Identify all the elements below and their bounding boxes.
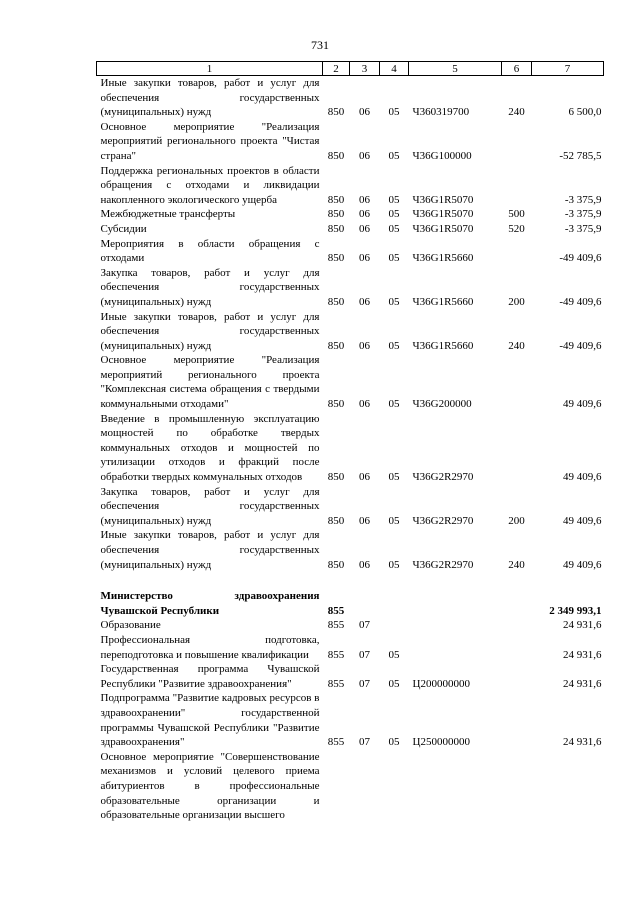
table-row — [97, 353, 604, 411]
table-row — [97, 222, 604, 237]
table-body — [97, 76, 604, 823]
header-col-6: 6 — [502, 62, 532, 76]
row-amount — [532, 750, 604, 823]
table-row — [97, 485, 604, 529]
row-name: Закупка товаров, работ и услуг для обеспечения государственных (муниципальных) нужд — [100, 266, 320, 308]
header-col-2: 2 — [323, 62, 350, 76]
row-ministry-code: 850 — [327, 514, 345, 527]
row-section: 06 — [359, 471, 370, 484]
table-row — [97, 528, 604, 572]
row-amount: -3 375,9 — [564, 208, 602, 221]
row-expense-type — [502, 691, 532, 749]
row-ministry-code: 850 — [327, 295, 345, 308]
budget-table — [96, 61, 604, 823]
row-target-item: Ч36G1R5660 — [412, 295, 474, 308]
row-expense-type — [502, 412, 532, 485]
row-name: Иные закупки товаров, работ и услуг для обеспечения государственных (муниципальных) нужд — [100, 529, 320, 571]
table-row — [97, 691, 604, 749]
table-row — [97, 266, 604, 310]
row-target-item: Ч36G2R2970 — [412, 514, 474, 527]
table-row — [97, 633, 604, 662]
row-target-item — [409, 633, 502, 662]
row-target-item: Ч36G200000 — [412, 398, 472, 411]
page-number: 731 — [311, 38, 329, 52]
row-expense-type — [502, 164, 532, 208]
row-target-item: Ч36G1R5070 — [412, 208, 474, 221]
row-target-item: Ч36G1R5070 — [412, 222, 474, 235]
row-section: 06 — [359, 193, 370, 206]
row-expense-type — [502, 618, 532, 633]
row-expense-type — [502, 353, 532, 411]
header-col-4: 4 — [380, 62, 409, 76]
row-name: Иные закупки товаров, работ и услуг для обеспечения государственных (муниципальных) нужд — [100, 77, 320, 119]
table-row — [97, 207, 604, 222]
row-section: 06 — [359, 106, 370, 119]
header-col-7: 7 — [532, 62, 604, 76]
header-col-1: 1 — [97, 62, 323, 76]
row-amount: 6 500,0 — [568, 106, 602, 119]
row-subsection: 05 — [388, 149, 400, 162]
row-ministry-code: 850 — [327, 193, 345, 206]
row-target-item — [409, 589, 502, 618]
row-expense-type — [502, 750, 532, 823]
table-row — [97, 589, 604, 618]
row-name: Поддержка региональных проектов в области обращения с отходами и ликвидации накопленного экологического ущерба — [100, 164, 320, 206]
row-expense-type: 520 — [508, 222, 525, 235]
row-subsection: 05 — [388, 558, 400, 571]
row-ministry-code: 850 — [327, 149, 345, 162]
row-section: 07 — [359, 619, 370, 632]
row-ministry-code — [323, 750, 350, 823]
row-name: Основное мероприятие "Реализация мероприятий регионального проекта "Чистая страна" — [100, 120, 320, 162]
row-amount: 49 409,6 — [563, 471, 602, 484]
table-header — [97, 62, 604, 76]
row-section: 06 — [359, 252, 370, 265]
row-name: Министерство здравоохранения Чувашской Республики — [100, 590, 320, 617]
row-subsection — [380, 750, 409, 823]
row-section: 06 — [359, 398, 370, 411]
row-name: Основное мероприятие "Совершенствование механизмов и условий целевого приема абитуриентов в профессиональные образовательные организации и образовательные организации высшего — [100, 750, 320, 822]
row-ministry-code: 850 — [327, 398, 345, 411]
row-name: Мероприятия в области обращения с отходами — [100, 237, 320, 265]
row-subsection: 05 — [388, 398, 400, 411]
header-col-3: 3 — [350, 62, 380, 76]
row-target-item: Ц200000000 — [412, 677, 470, 690]
row-ministry-code: 855 — [327, 648, 345, 661]
row-expense-type — [502, 237, 532, 266]
row-ministry-code: 850 — [327, 222, 345, 235]
row-amount: 49 409,6 — [563, 514, 602, 527]
row-section — [350, 589, 380, 618]
table-row — [97, 618, 604, 633]
row-expense-type: 500 — [508, 208, 525, 221]
row-section: 06 — [359, 222, 370, 235]
row-name: Профессиональная подготовка, переподготовка и повышение квалификации — [100, 633, 320, 661]
row-subsection: 05 — [388, 295, 400, 308]
row-target-item: Ч36G1R5660 — [412, 339, 474, 352]
row-amount: -49 409,6 — [559, 252, 602, 265]
header-col-5: 5 — [409, 62, 502, 76]
row-subsection — [380, 618, 409, 633]
row-expense-type — [502, 633, 532, 662]
row-target-item — [409, 618, 502, 633]
row-name: Государственная программа Чувашской Республики "Развитие здравоохранения" — [100, 663, 320, 690]
spacer-row — [97, 572, 604, 589]
row-subsection: 05 — [388, 222, 400, 235]
row-amount: 24 931,6 — [563, 677, 602, 690]
row-ministry-code: 850 — [327, 339, 345, 352]
row-target-item: Ч36G1R5660 — [412, 252, 474, 265]
row-section: 06 — [359, 149, 370, 162]
row-name: Подпрограмма "Развитие кадровых ресурсов в здравоохранении" государственной программы Чувашской Республики "Развитие здравоохранения" — [100, 692, 320, 749]
row-subsection: 05 — [388, 648, 400, 661]
row-target-item: Ч36G2R2970 — [412, 558, 474, 571]
row-amount: -49 409,6 — [559, 295, 602, 308]
table-row — [97, 412, 604, 485]
row-amount: 24 931,6 — [563, 619, 602, 632]
row-name: Иные закупки товаров, работ и услуг для обеспечения государственных (муниципальных) нужд — [100, 310, 320, 352]
row-target-item — [409, 750, 502, 823]
row-amount: 2 349 993,1 — [549, 604, 602, 617]
row-expense-type — [502, 662, 532, 691]
row-subsection: 05 — [388, 471, 400, 484]
table-row — [97, 662, 604, 691]
row-subsection: 05 — [388, 106, 400, 119]
row-name: Основное мероприятие "Реализация мероприятий регионального проекта "Комплексная система обращения с твердыми коммунальными отходами" — [100, 354, 320, 411]
row-target-item: Ч36G1R5070 — [412, 193, 474, 206]
table-row — [97, 164, 604, 208]
row-expense-type: 200 — [508, 514, 525, 527]
row-amount: 49 409,6 — [563, 398, 602, 411]
row-ministry-code: 850 — [327, 208, 345, 221]
row-expense-type: 200 — [508, 295, 525, 308]
row-amount: 24 931,6 — [563, 648, 602, 661]
row-section: 06 — [359, 339, 370, 352]
row-amount: -52 785,5 — [559, 149, 602, 162]
row-ministry-code: 855 — [327, 604, 345, 617]
row-subsection: 05 — [388, 252, 400, 265]
row-amount: -3 375,9 — [564, 193, 602, 206]
row-amount: -49 409,6 — [559, 339, 602, 352]
table-row — [97, 237, 604, 266]
row-subsection: 05 — [388, 339, 400, 352]
row-section: 07 — [359, 677, 370, 690]
row-subsection: 05 — [388, 193, 400, 206]
row-name: Образование — [100, 619, 161, 632]
row-section: 07 — [359, 648, 370, 661]
table-row — [97, 310, 604, 354]
row-ministry-code: 850 — [327, 106, 345, 119]
row-target-item: Ч36G100000 — [412, 149, 472, 162]
table-row — [97, 750, 604, 823]
row-amount: -3 375,9 — [564, 222, 602, 235]
row-name: Субсидии — [100, 222, 147, 235]
row-name: Закупка товаров, работ и услуг для обеспечения государственных (муниципальных) нужд — [100, 485, 320, 527]
row-ministry-code: 855 — [327, 736, 345, 749]
table-row — [97, 76, 604, 120]
row-target-item: Ч360319700 — [412, 106, 470, 119]
row-target-item: Ч36G2R2970 — [412, 471, 474, 484]
row-amount: 24 931,6 — [563, 736, 602, 749]
row-subsection: 05 — [388, 514, 400, 527]
row-subsection — [380, 589, 409, 618]
row-subsection: 05 — [388, 677, 400, 690]
row-section: 06 — [359, 295, 370, 308]
row-expense-type: 240 — [508, 558, 525, 571]
row-subsection: 05 — [388, 736, 400, 749]
row-ministry-code: 850 — [327, 471, 345, 484]
row-amount: 49 409,6 — [563, 558, 602, 571]
row-ministry-code: 850 — [327, 558, 345, 571]
row-section — [350, 750, 380, 823]
row-expense-type: 240 — [508, 106, 525, 119]
row-section: 06 — [359, 208, 370, 221]
row-ministry-code: 855 — [327, 619, 345, 632]
row-name: Введение в промышленную эксплуатацию мощностей по обработке твердых коммунальных отходов и мощностей по утилизации отходов и фракций после обработки твердых коммунальных отходов — [100, 412, 320, 484]
row-expense-type — [502, 120, 532, 164]
row-section: 07 — [359, 736, 370, 749]
row-target-item: Ц250000000 — [412, 736, 470, 749]
row-subsection: 05 — [388, 208, 400, 221]
row-ministry-code: 850 — [327, 252, 345, 265]
row-section: 06 — [359, 514, 370, 527]
spacer-cell — [97, 572, 604, 589]
row-section: 06 — [359, 558, 370, 571]
row-ministry-code: 855 — [327, 677, 345, 690]
row-expense-type: 240 — [508, 339, 525, 352]
table-row — [97, 120, 604, 164]
row-expense-type — [502, 589, 532, 618]
row-name: Межбюджетные трансферты — [100, 208, 236, 221]
